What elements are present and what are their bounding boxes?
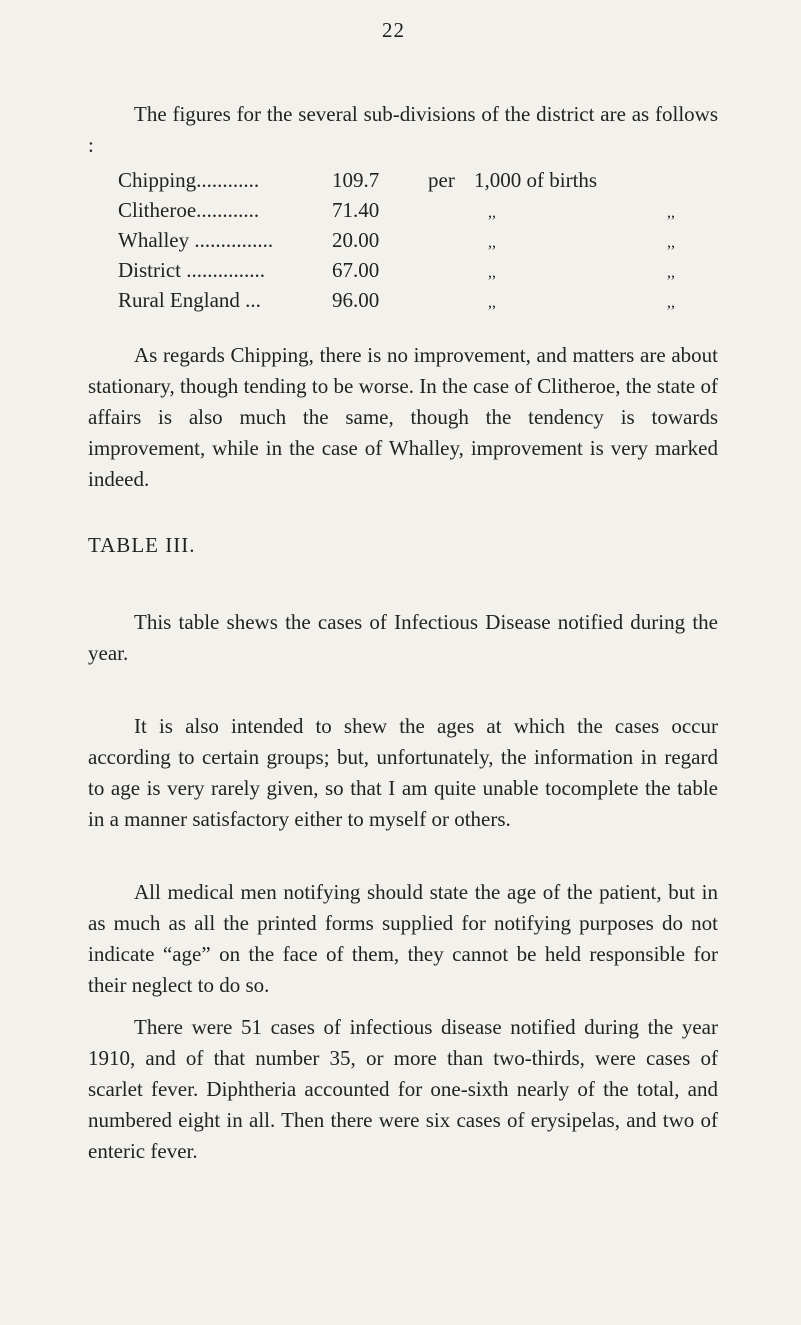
rate-value: 67.00 [332,258,380,282]
ditto-mark: ,, [488,264,496,281]
rate-label: Rural England ... [118,288,261,312]
rate-label: Whalley ............... [118,228,274,252]
chipping-commentary-paragraph: As regards Chipping, there is no improvement, and matters are about stationary, though tending to be worse. In the case of Clitheroe, the state of affairs is also much the same, though the tendency is towards improvement, while in the case of Whalley, improvement is very marked indeed. [88,343,718,491]
rate-value: 71.40 [332,198,380,222]
rate-row-rural-england [118,288,718,318]
page-number: 22 [382,18,405,42]
rate-label: District ............... [118,258,265,282]
ditto-mark: ,, [667,264,675,281]
rate-row-clitheroe [118,198,718,228]
age-groups-paragraph: It is also intended to shew the ages at which the cases occur according to certain groups; but, unfortunately, the information in regard to age is very rarely given, so that I am quite unable tocomplete the table in a manner satisfactory either to myself or others. [88,714,718,831]
rate-value: 96.00 [332,288,380,312]
rate-value: 109.7 [332,168,380,192]
rate-row-whalley [118,228,718,258]
table-description-paragraph: This table shews the cases of Infectious Disease notified during the year. [88,610,718,665]
table-heading: TABLE III. [88,533,196,557]
rate-row-district [118,258,718,288]
rate-per: per [428,168,455,192]
ditto-mark: ,, [667,234,675,251]
ditto-mark: ,, [488,204,496,221]
intro-paragraph: The figures for the several sub-divisions of the district are as follows : [88,102,718,157]
rate-label: Chipping............ [118,168,260,192]
rate-basis: 1,000 of births [474,168,598,192]
cases-summary-paragraph: There were 51 cases of infectious disease notified during the year 1910, and of that number 35, or more than two-thirds, were cases of scarlet fever. Diphtheria accounted for one-sixth nearly of the total, and numbered eight in all. Then there were six cases of erysipelas, and two of enteric fever. [88,1015,718,1163]
birth-rate-list [118,168,718,318]
ditto-mark: ,, [667,204,675,221]
rate-row-chipping [118,168,718,198]
rate-value: 20.00 [332,228,380,252]
ditto-mark: ,, [488,294,496,311]
ditto-mark: ,, [488,234,496,251]
rate-label: Clitheroe............ [118,198,260,222]
medical-men-paragraph: All medical men notifying should state the age of the patient, but in as much as all the printed forms supplied for notifying purposes do not indicate “age” on the face of them, they cannot be held responsible for their neglect to do so. [88,880,718,997]
ditto-mark: ,, [667,294,675,311]
